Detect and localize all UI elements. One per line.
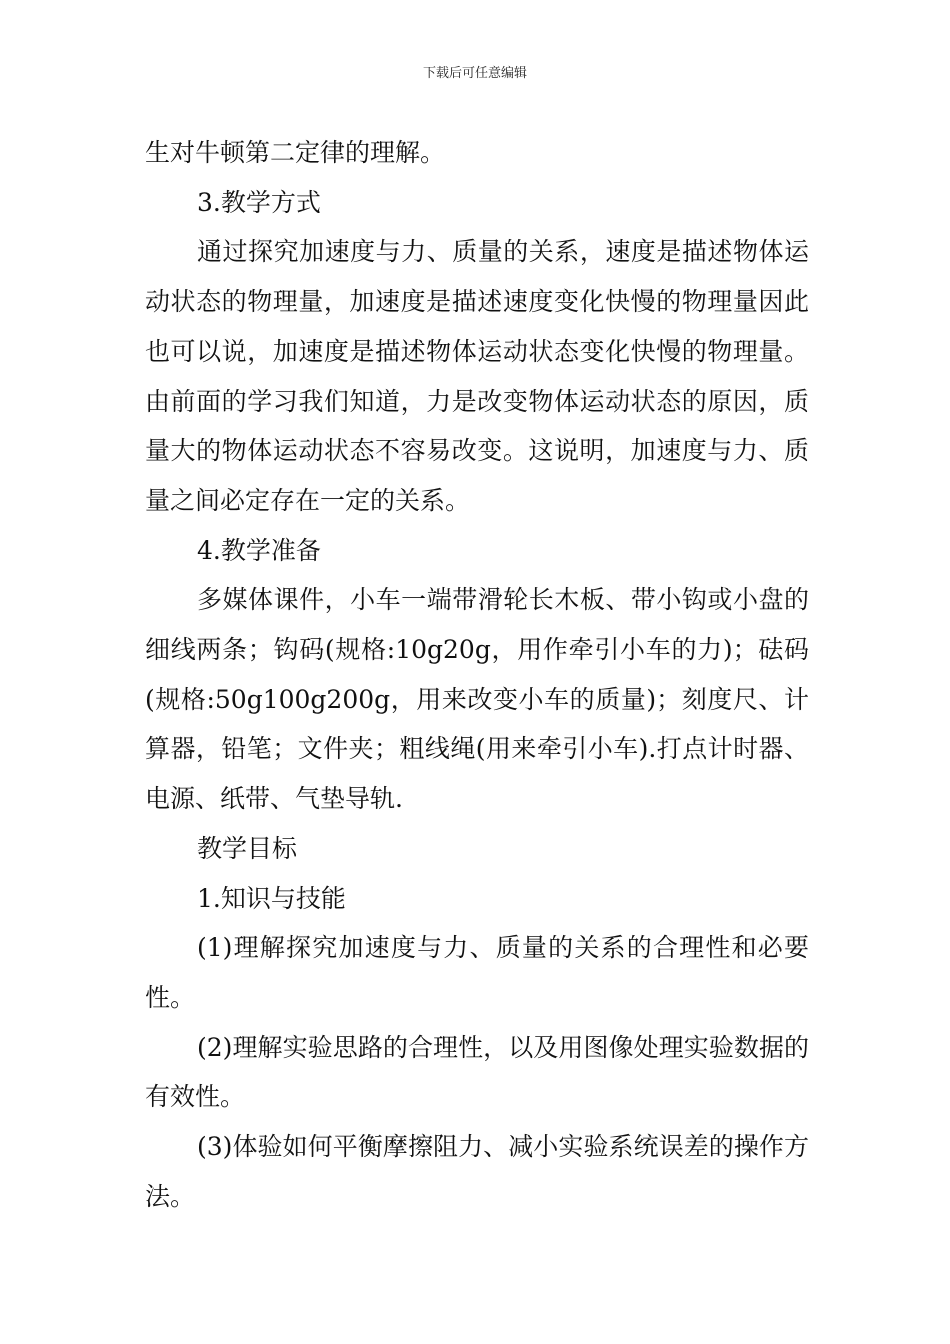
heading-teaching-objectives: 教学目标	[197, 833, 298, 863]
paragraph-teaching-method: 通过探究加速度与力、质量的关系，速度是描述物体运动状态的物理量，加速度是描述速度变化快慢的物理量因此也可以说，加速度是描述物体运动状态变化快慢的物理量。由前面的学习我们知道，力是改变物体运动状态的原因，质量大的物体运动状态不容易改变。这说明，加速度与力、质量之间必定存在一定的关系。	[145, 237, 809, 515]
heading-teaching-preparation: 4.教学准备	[197, 535, 321, 565]
paragraph-teaching-preparation: 多媒体课件，小车一端带滑轮长木板、带小钩或小盘的细线两条；钩码(规格:10g20g，用作牵引小车的力)；砝码(规格:50g100g200g，用来改变小车的质量)；刻度尺、计算器，铅笔；文件夹；粗线绳(用来牵引小车).打点计时器、电源、纸带、气垫导轨.	[145, 585, 809, 814]
document-body	[145, 128, 809, 1221]
list-item-3: (3)体验如何平衡摩擦阻力、减小实验系统误差的操作方法。	[145, 1132, 809, 1211]
page-header: 下载后可任意编辑	[422, 66, 527, 81]
paragraph-continuation: 生对牛顿第二定律的理解。	[145, 138, 446, 167]
heading-teaching-method: 3.教学方式	[197, 187, 321, 217]
heading-knowledge-skills: 1.知识与技能	[197, 883, 346, 913]
list-item-1: (1)理解探究加速度与力、质量的关系的合理性和必要性。	[145, 933, 809, 1012]
list-item-2: (2)理解实验思路的合理性，以及用图像处理实验数据的有效性。	[145, 1032, 809, 1112]
